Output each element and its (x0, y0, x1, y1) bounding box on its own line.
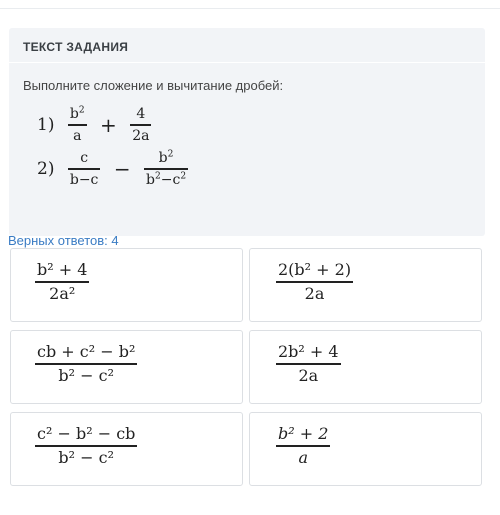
answer-option-6-fraction (276, 425, 330, 467)
fraction-bar (130, 124, 151, 126)
top-divider (0, 8, 500, 9)
answer-option-2[interactable] (249, 248, 482, 322)
fraction-bar (276, 281, 353, 283)
problem-2-right-fraction (144, 150, 188, 188)
task-panel (9, 28, 485, 236)
answer-option-3-fraction (35, 343, 137, 385)
answer-option-5[interactable] (10, 412, 243, 486)
problem-2 (37, 150, 188, 188)
problem-2-right-den-a-exponent: 2 (154, 170, 161, 181)
answer-option-1[interactable] (10, 248, 243, 322)
problem-1-operator: + (100, 112, 117, 137)
problem-2-right-den-b-exponent: 2 (180, 170, 187, 181)
problem-1-left-denominator: a (73, 127, 82, 144)
answer-option-6[interactable] (249, 412, 482, 486)
answer-option-5-denominator: b² − c² (58, 447, 114, 467)
problem-2-operator: − (113, 156, 131, 181)
task-instruction: Выполните сложение и вычитание дробей: (23, 78, 284, 93)
fraction-bar (35, 445, 137, 447)
problem-2-right-numerator-exponent: 2 (167, 149, 174, 160)
fraction-bar (144, 168, 188, 170)
answer-option-5-numerator: c² − b² − cb (37, 424, 136, 443)
fraction-bar (35, 281, 89, 283)
answer-option-6-denominator: a (298, 447, 308, 467)
problem-1-index: 1) (37, 114, 55, 135)
problem-1-right-fraction (130, 106, 151, 144)
task-header-divider (9, 62, 485, 63)
answer-option-3-numerator: cb + c² − b² (37, 342, 136, 361)
problem-1-right-numerator: 4 (136, 106, 146, 122)
answer-option-2-denominator: 2a (304, 283, 325, 303)
fraction-bar (68, 168, 101, 170)
answer-option-4[interactable] (249, 330, 482, 404)
answer-option-2-fraction (276, 261, 353, 303)
answer-option-1-denominator: 2a² (49, 283, 76, 303)
answer-option-3[interactable] (10, 330, 243, 404)
answer-option-1-fraction (35, 261, 89, 303)
task-header: ТЕКСТ ЗАДАНИЯ (23, 40, 129, 54)
problem-1-right-denominator: 2a (132, 127, 150, 144)
answer-option-5-fraction (35, 425, 137, 467)
answer-option-2-numerator: 2(b² + 2) (278, 260, 352, 279)
problem-2-index: 2) (37, 158, 55, 179)
problem-2-left-fraction (68, 150, 101, 188)
answer-option-4-fraction (276, 343, 341, 385)
fraction-bar (35, 363, 137, 365)
problem-1 (37, 106, 151, 144)
problem-2-left-denominator: b−c (69, 171, 99, 188)
problem-2-left-numerator: c (80, 150, 89, 166)
answer-option-1-numerator: b² + 4 (37, 260, 88, 279)
problem-2-right-den-mid: −c (160, 171, 181, 188)
fraction-bar (68, 124, 87, 126)
problem-2-right-den-a: b (145, 171, 155, 188)
fraction-bar (276, 363, 341, 365)
problem-1-left-numerator: b (69, 106, 79, 122)
answer-option-4-denominator: 2a (298, 365, 319, 385)
answer-option-6-numerator: b² + 2 (278, 424, 329, 443)
problem-1-left-exponent: 2 (78, 105, 85, 116)
answer-option-4-numerator: 2b² + 4 (278, 342, 339, 361)
answer-option-3-denominator: b² − c² (58, 365, 114, 385)
problem-1-left-fraction (68, 106, 87, 144)
correct-answers-count: Верных ответов: 4 (8, 233, 119, 248)
problem-2-right-numerator: b (158, 150, 168, 166)
fraction-bar (276, 445, 330, 447)
